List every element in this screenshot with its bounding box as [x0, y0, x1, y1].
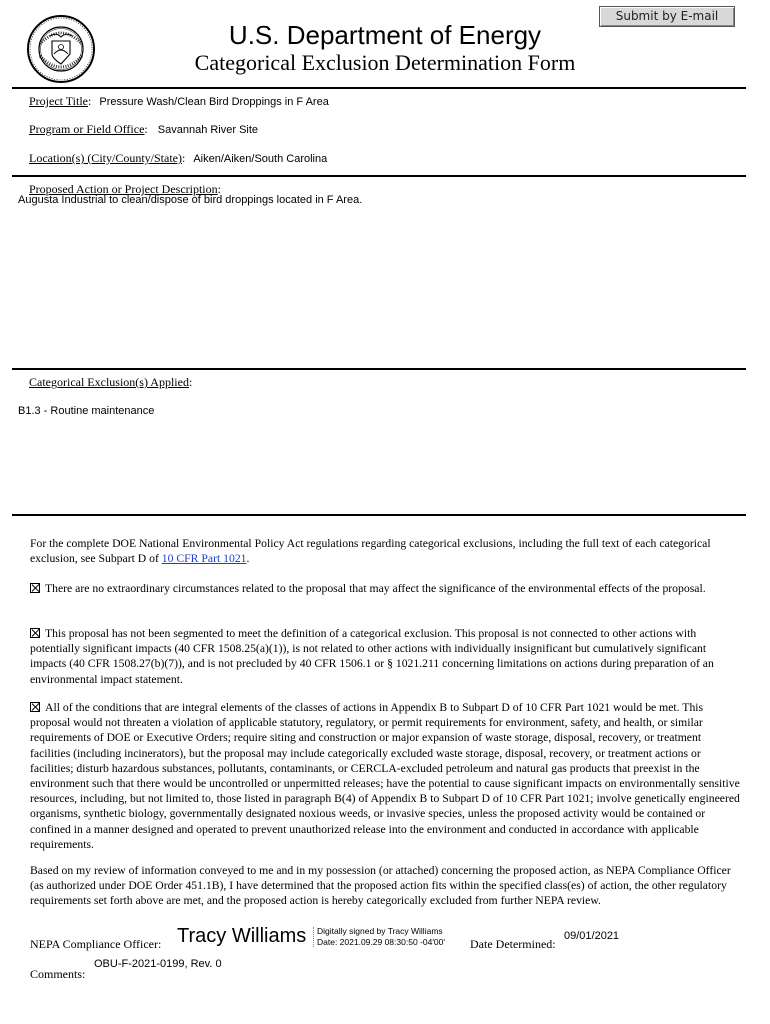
project-title-label: Project Title — [29, 94, 89, 108]
condition-1 — [30, 581, 740, 596]
exclusion-divider — [12, 514, 746, 516]
condition-2-text: This proposal has not been segmented to meet the definition of a categorical exclusion. This proposal is not connected to other actions with potentially significant impacts (40 CFR 1508.25(a)(1)), is not related to other actions with individually insignificant but cumulatively significant impacts (40 CFR 1508.27(b)(7)), and is not precluded by 40 CFR 1506.1 or § 1021.211 concerning limitations on actions during preparation of an environmental impact statement. — [30, 627, 714, 686]
agency-title: U.S. Department of Energy — [228, 20, 542, 50]
condition-3-checkbox[interactable] — [30, 702, 40, 712]
program-office-value[interactable]: Savannah River Site — [157, 124, 259, 136]
categorical-exclusion-value[interactable]: B1.3 - Routine maintenance — [18, 405, 155, 417]
categorical-exclusion-header: Categorical Exclusion(s) Applied: — [29, 375, 193, 389]
location-label: Location(s) (City/County/State) — [29, 151, 182, 165]
date-determined-label: Date Determined: — [470, 937, 556, 951]
date-determined-value[interactable]: 09/01/2021 — [564, 930, 620, 942]
condition-3-text: All of the conditions that are integral elements of the classes of actions in Appendix B to Subpart D of 10 CFR Part 1021 would be met. This proposal would not threaten a violation of applicable statutory, regulatory, or permit requirements for environment, safety, and health, or similar requirements of DOE or Executive Orders; require siting and construction or major expansion of waste storage, disposal, recovery, or treatment facilities (including incinerators), but the proposal may include categorically excluded waste storage, disposal, recovery, or treatment actions or facilities; disturb hazardous substances, pollutants, contaminants, or CERCLA-excluded petroleum and natural gas products that preexist in the environment such that there would be uncontrolled or unpermitted releases; have the potential to cause significant impacts on environmentally sensitive resources, including, but not limited to, those listed in paragraph B(4) of Appendix B to Subpart D of 10 CFR Part 1021; involve genetically engineered organisms, synthetic biology, governmentally designated noxious weeds, or invasive species, unless the proposed activity would be contained or confined in a manner designed and operated to prevent unauthorized release into the environment and conducted in accordance with applicable requirements. — [30, 701, 740, 851]
determination-paragraph: Based on my review of information conveyed to me and in my possession (or attached) concerning the proposed action, as NEPA Compliance Officer (as authorized under DOE Order 451.1B), I have determined that the proposed action fits within the specified class(es) of action, the other regulatory requirements set forth above are met, and the proposed action is hereby categorically excluded from further NEPA review. — [30, 864, 731, 908]
proposed-action-value[interactable]: Augusta Industrial to clean/dispose of bird droppings located in F Area. — [18, 194, 363, 206]
proposed-action-header: Proposed Action or Project Description: — [29, 182, 221, 196]
submit-by-email-button[interactable]: Submit by E-mail — [599, 6, 735, 27]
digital-signature-block — [317, 926, 445, 948]
proposed-action-divider — [12, 368, 746, 370]
condition-2 — [30, 626, 740, 687]
comments-label: Comments: — [30, 967, 86, 981]
header-divider — [12, 87, 746, 89]
fields-divider — [12, 175, 746, 177]
officer-label: NEPA Compliance Officer: — [30, 937, 162, 951]
digital-signature-line1: Digitally signed by Tracy Williams — [317, 926, 443, 936]
condition-1-checkbox[interactable] — [30, 583, 40, 593]
form-title: Categorical Exclusion Determination Form — [194, 50, 576, 75]
cfr-part-1021-link[interactable]: 10 CFR Part 1021 — [161, 552, 247, 566]
program-office-row: Program or Field Office: Savannah River Site — [29, 122, 259, 136]
condition-3 — [30, 700, 740, 852]
condition-2-checkbox[interactable] — [30, 628, 40, 638]
proposed-action-label: Proposed Action or Project Description — [29, 182, 218, 196]
condition-1-text: There are no extraordinary circumstances related to the proposal that may affect the significance of the environmental effects of the proposal. — [45, 582, 706, 595]
location-row: Location(s) (City/County/State): Aiken/Aiken/South Carolina — [29, 151, 328, 165]
intro-paragraph: For the complete DOE National Environmental Policy Act regulations regarding categorical exclusions, including the full text of each categorical exclusion, see Subpart D of 10 CFR Part 1021. — [30, 537, 711, 566]
project-title-row: Project Title: Pressure Wash/Clean Bird Droppings in F Area — [29, 94, 329, 108]
program-office-label: Program or Field Office — [29, 122, 145, 136]
comments-value[interactable]: OBU-F-2021-0199, Rev. 0 — [94, 958, 222, 970]
categorical-exclusion-label: Categorical Exclusion(s) Applied — [29, 375, 189, 389]
signature-divider — [313, 927, 314, 947]
digital-signature-line2: Date: 2021.09.29 08:30:50 -04'00' — [317, 937, 446, 947]
signature-name[interactable]: Tracy Williams — [177, 925, 307, 947]
project-title-value[interactable]: Pressure Wash/Clean Bird Droppings in F Area — [99, 96, 329, 108]
location-value[interactable]: Aiken/Aiken/South Carolina — [193, 153, 328, 165]
